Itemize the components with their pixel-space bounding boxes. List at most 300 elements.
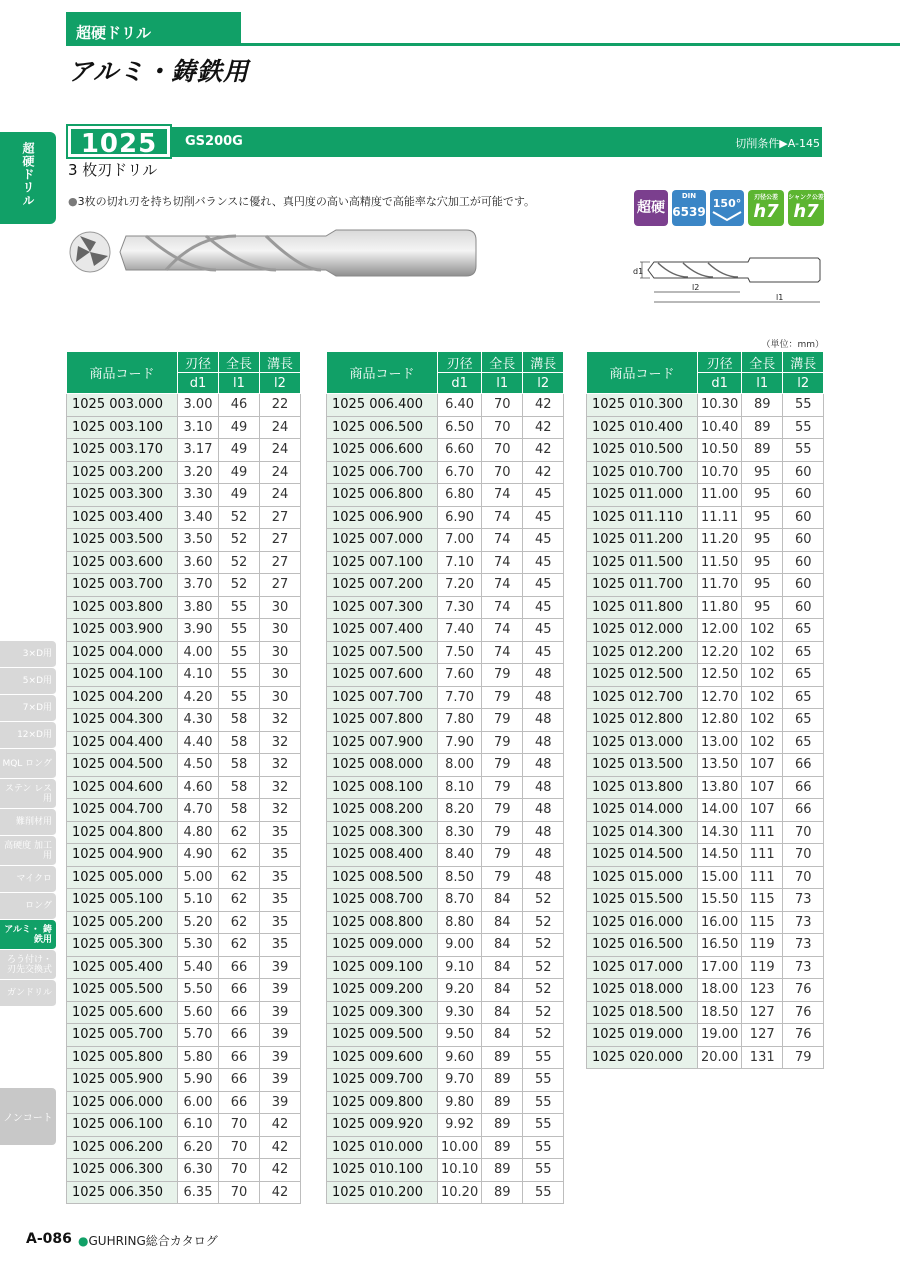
value-cell: 73 [783,911,824,934]
value-cell: 107 [742,799,783,822]
side-nav-item[interactable]: MQL ロング [0,749,56,779]
value-cell: 76 [783,1024,824,1047]
col-header-diameter: 刃径 [178,352,219,373]
table-row [67,574,301,597]
table-row [587,484,824,507]
value-cell: 5.20 [178,911,219,934]
value-cell: 84 [482,956,523,979]
value-cell: 11.00 [698,484,742,507]
value-cell: 115 [742,911,783,934]
value-cell: 70 [482,461,523,484]
col-header-overall-length: 全長 [742,352,783,373]
value-cell: 3.70 [178,574,219,597]
value-cell: 119 [742,934,783,957]
value-cell: 76 [783,979,824,1002]
product-code-cell: 1025 011.800 [587,596,698,619]
value-cell: 79 [482,799,523,822]
value-cell: 18.00 [698,979,742,1002]
table-row [327,686,564,709]
table-row [67,1159,301,1182]
value-cell: 55 [523,1159,564,1182]
col-header-code: 商品コード [327,352,438,394]
page-title: アルミ・鋳鉄用 [68,57,250,86]
value-cell: 115 [742,889,783,912]
value-cell: 84 [482,979,523,1002]
product-code-cell: 1025 011.200 [587,529,698,552]
value-cell: 3.00 [178,394,219,417]
col-header-overall-length: 全長 [219,352,260,373]
cutting-condition-link[interactable]: 切削条件▶A-145 [735,137,820,150]
value-cell: 7.20 [438,574,482,597]
value-cell: 73 [783,889,824,912]
product-code-cell: 1025 012.500 [587,664,698,687]
product-code-cell: 1025 006.400 [327,394,438,417]
value-cell: 39 [260,1046,301,1069]
table-row [327,1159,564,1182]
value-cell: 52 [219,506,260,529]
value-cell: 76 [783,1001,824,1024]
value-cell: 60 [783,484,824,507]
product-code-cell: 1025 003.800 [67,596,178,619]
product-code-cell: 1025 004.600 [67,776,178,799]
product-code-cell: 1025 015.000 [587,866,698,889]
value-cell: 102 [742,731,783,754]
value-cell: 70 [219,1114,260,1137]
product-code-cell: 1025 006.700 [327,461,438,484]
table-row [67,709,301,732]
table-row [327,889,564,912]
side-nav-item[interactable]: ステン レス用 [0,779,56,809]
side-nav-nocoat[interactable]: ノンコート [0,1088,56,1145]
table-row [67,596,301,619]
product-subtitle: 3 枚刃ドリル [68,161,158,179]
side-nav-item[interactable]: マイクロ [0,866,56,893]
side-nav-item[interactable]: アルミ・ 鋳鉄用 [0,920,56,950]
value-cell: 39 [260,1091,301,1114]
side-nav-item[interactable]: 高硬度 加工用 [0,836,56,866]
product-code-cell: 1025 005.400 [67,956,178,979]
value-cell: 52 [523,1024,564,1047]
table-row [327,1046,564,1069]
table-row [67,731,301,754]
value-cell: 15.00 [698,866,742,889]
value-cell: 3.10 [178,416,219,439]
product-code-cell: 1025 008.300 [327,821,438,844]
value-cell: 55 [219,686,260,709]
value-cell: 6.20 [178,1136,219,1159]
table-row [587,889,824,912]
table-row [327,641,564,664]
value-cell: 46 [219,394,260,417]
side-nav-item[interactable]: 7×D用 [0,695,56,722]
value-cell: 55 [523,1091,564,1114]
table-row [327,866,564,889]
value-cell: 4.50 [178,754,219,777]
product-code-cell: 1025 003.000 [67,394,178,417]
product-code-cell: 1025 004.900 [67,844,178,867]
value-cell: 9.20 [438,979,482,1002]
side-category-tab[interactable] [0,132,56,224]
value-cell: 45 [523,596,564,619]
product-code-cell: 1025 003.400 [67,506,178,529]
value-cell: 45 [523,529,564,552]
product-code-cell: 1025 013.800 [587,776,698,799]
product-code-cell: 1025 007.200 [327,574,438,597]
side-nav-item[interactable]: 5×D用 [0,668,56,695]
value-cell: 89 [482,1091,523,1114]
spec-table [66,351,301,1204]
product-code-box [66,124,172,159]
value-cell: 8.80 [438,911,482,934]
value-cell: 42 [260,1114,301,1137]
table-row [587,506,824,529]
table-row [67,686,301,709]
value-cell: 52 [523,934,564,957]
table-row [327,439,564,462]
product-code-cell: 1025 007.300 [327,596,438,619]
product-code-cell: 1025 005.300 [67,934,178,957]
col-header-flute-length: 溝長 [783,352,824,373]
value-cell: 102 [742,686,783,709]
table-row [327,911,564,934]
table-row [327,754,564,777]
product-code-cell: 1025 006.600 [327,439,438,462]
value-cell: 11.70 [698,574,742,597]
table-row [587,664,824,687]
product-code-cell: 1025 005.100 [67,889,178,912]
value-cell: 95 [742,596,783,619]
value-cell: 39 [260,956,301,979]
table-row [587,1001,824,1024]
table-row [587,866,824,889]
value-cell: 16.50 [698,934,742,957]
value-cell: 9.92 [438,1114,482,1137]
value-cell: 62 [219,866,260,889]
side-nav-item[interactable]: ロング [0,893,56,920]
value-cell: 89 [742,394,783,417]
table-row [67,956,301,979]
table-row [67,821,301,844]
value-cell: 60 [783,461,824,484]
product-code-cell: 1025 009.920 [327,1114,438,1137]
table-row [67,394,301,417]
value-cell: 9.30 [438,1001,482,1024]
value-cell: 89 [482,1046,523,1069]
value-cell: 5.50 [178,979,219,1002]
value-cell: 24 [260,461,301,484]
table-row [587,911,824,934]
value-cell: 79 [482,664,523,687]
value-cell: 42 [523,416,564,439]
value-cell: 55 [523,1181,564,1204]
product-code-cell: 1025 006.500 [327,416,438,439]
product-grade: GS200G [185,134,243,149]
value-cell: 11.50 [698,551,742,574]
value-cell: 55 [219,664,260,687]
table-row [587,821,824,844]
table-row [587,844,824,867]
value-cell: 58 [219,799,260,822]
table-row [327,1001,564,1024]
table-row [327,821,564,844]
product-code-cell: 1025 012.200 [587,641,698,664]
product-code-cell: 1025 007.600 [327,664,438,687]
product-code-cell: 1025 007.100 [327,551,438,574]
value-cell: 39 [260,1069,301,1092]
value-cell: 55 [523,1046,564,1069]
table-row [587,574,824,597]
value-cell: 55 [783,394,824,417]
col-header-d1: d1 [438,373,482,394]
value-cell: 7.10 [438,551,482,574]
table-row [67,1181,301,1204]
value-cell: 10.00 [438,1136,482,1159]
value-cell: 89 [482,1159,523,1182]
table-row [327,1114,564,1137]
value-cell: 79 [482,731,523,754]
value-cell: 48 [523,844,564,867]
value-cell: 48 [523,754,564,777]
value-cell: 3.17 [178,439,219,462]
value-cell: 6.70 [438,461,482,484]
product-code-cell: 1025 006.100 [67,1114,178,1137]
footer-text: GUHRING総合カタログ [88,1234,218,1248]
value-cell: 8.50 [438,866,482,889]
value-cell: 70 [219,1136,260,1159]
side-nav-item[interactable]: 12×D用 [0,722,56,749]
product-code-cell: 1025 011.110 [587,506,698,529]
table-row [587,461,824,484]
value-cell: 8.00 [438,754,482,777]
header-rule [66,43,900,46]
value-cell: 58 [219,776,260,799]
product-code-cell: 1025 005.900 [67,1069,178,1092]
product-code-cell: 1025 006.200 [67,1136,178,1159]
product-code-cell: 1025 010.700 [587,461,698,484]
value-cell: 7.80 [438,709,482,732]
product-code-cell: 1025 003.600 [67,551,178,574]
value-cell: 45 [523,619,564,642]
bullet-icon: ● [68,195,78,208]
value-cell: 7.40 [438,619,482,642]
table-row [67,619,301,642]
value-cell: 27 [260,574,301,597]
value-cell: 66 [219,1069,260,1092]
value-cell: 5.00 [178,866,219,889]
value-cell: 66 [783,799,824,822]
value-cell: 6.40 [438,394,482,417]
table-row [587,641,824,664]
value-cell: 6.50 [438,416,482,439]
value-cell: 6.60 [438,439,482,462]
value-cell: 9.50 [438,1024,482,1047]
product-code-cell: 1025 003.500 [67,529,178,552]
product-code-cell: 1025 005.700 [67,1024,178,1047]
value-cell: 48 [523,866,564,889]
table-row [327,529,564,552]
product-code-cell: 1025 005.000 [67,866,178,889]
value-cell: 42 [523,461,564,484]
value-cell: 131 [742,1046,783,1069]
value-cell: 42 [260,1159,301,1182]
value-cell: 14.50 [698,844,742,867]
value-cell: 27 [260,506,301,529]
value-cell: 16.00 [698,911,742,934]
value-cell: 95 [742,551,783,574]
value-cell: 30 [260,619,301,642]
spec-table [586,351,824,1069]
value-cell: 10.10 [438,1159,482,1182]
table-row [67,1001,301,1024]
table-row [327,551,564,574]
value-cell: 30 [260,641,301,664]
table-row [587,934,824,957]
value-cell: 48 [523,709,564,732]
product-code-cell: 1025 010.400 [587,416,698,439]
table-row [67,529,301,552]
edge-tolerance-badge [748,190,784,226]
value-cell: 89 [482,1069,523,1092]
value-cell: 9.00 [438,934,482,957]
value-cell: 79 [482,709,523,732]
col-header-l2: l2 [783,373,824,394]
bullet-icon: ● [78,1234,89,1248]
value-cell: 30 [260,596,301,619]
product-code-cell: 1025 006.350 [67,1181,178,1204]
col-header-l2: l2 [523,373,564,394]
table-row [67,1024,301,1047]
side-nav-item[interactable]: 難削材用 [0,809,56,836]
spec-badges [634,190,824,226]
side-nav-item[interactable]: ろう付け・ 刃先交換式 [0,950,56,980]
product-code-cell: 1025 004.400 [67,731,178,754]
product-code-cell: 1025 004.700 [67,799,178,822]
value-cell: 74 [482,641,523,664]
value-cell: 35 [260,889,301,912]
table-row [327,484,564,507]
value-cell: 14.30 [698,821,742,844]
value-cell: 79 [482,866,523,889]
product-code-cell: 1025 011.700 [587,574,698,597]
value-cell: 66 [219,979,260,1002]
product-code-cell: 1025 012.000 [587,619,698,642]
side-nav-item[interactable]: 3×D用 [0,641,56,668]
table-row [67,776,301,799]
value-cell: 55 [219,596,260,619]
value-cell: 32 [260,799,301,822]
value-cell: 7.60 [438,664,482,687]
col-header-l1: l1 [482,373,523,394]
value-cell: 4.90 [178,844,219,867]
value-cell: 95 [742,574,783,597]
table-row [587,1024,824,1047]
value-cell: 39 [260,1024,301,1047]
table-row [327,461,564,484]
value-cell: 42 [523,394,564,417]
col-header-l2: l2 [260,373,301,394]
side-nav-item[interactable]: ガンドリル [0,980,56,1007]
value-cell: 6.30 [178,1159,219,1182]
product-code-cell: 1025 004.800 [67,821,178,844]
value-cell: 127 [742,1001,783,1024]
din-badge [672,190,706,226]
value-cell: 70 [219,1181,260,1204]
spec-table [326,351,564,1204]
value-cell: 15.50 [698,889,742,912]
value-cell: 24 [260,416,301,439]
table-row [67,844,301,867]
value-cell: 24 [260,439,301,462]
product-code-cell: 1025 004.100 [67,664,178,687]
value-cell: 45 [523,551,564,574]
table-row [67,889,301,912]
value-cell: 39 [260,979,301,1002]
value-cell: 3.20 [178,461,219,484]
product-code-cell: 1025 008.400 [327,844,438,867]
value-cell: 95 [742,529,783,552]
value-cell: 84 [482,889,523,912]
shank-tolerance-badge [788,190,824,226]
carbide-badge: 超硬 [634,190,668,226]
value-cell: 12.00 [698,619,742,642]
value-cell: 70 [783,821,824,844]
value-cell: 55 [523,1114,564,1137]
table-row [587,776,824,799]
value-cell: 6.90 [438,506,482,529]
table-row [587,596,824,619]
value-cell: 4.80 [178,821,219,844]
value-cell: 8.10 [438,776,482,799]
value-cell: 62 [219,889,260,912]
value-cell: 8.20 [438,799,482,822]
value-cell: 32 [260,754,301,777]
table-row [67,641,301,664]
value-cell: 5.30 [178,934,219,957]
product-code-cell: 1025 009.100 [327,956,438,979]
value-cell: 35 [260,844,301,867]
value-cell: 3.40 [178,506,219,529]
value-cell: 12.70 [698,686,742,709]
product-code-cell: 1025 018.500 [587,1001,698,1024]
value-cell: 4.20 [178,686,219,709]
value-cell: 45 [523,641,564,664]
value-cell: 45 [523,574,564,597]
value-cell: 127 [742,1024,783,1047]
product-code-cell: 1025 003.700 [67,574,178,597]
value-cell: 7.30 [438,596,482,619]
value-cell: 102 [742,709,783,732]
value-cell: 62 [219,934,260,957]
value-cell: 74 [482,484,523,507]
value-cell: 107 [742,754,783,777]
table-row [327,596,564,619]
product-code-cell: 1025 007.900 [327,731,438,754]
product-code-cell: 1025 003.200 [67,461,178,484]
value-cell: 9.60 [438,1046,482,1069]
value-cell: 58 [219,754,260,777]
value-cell: 55 [219,641,260,664]
product-code-cell: 1025 005.600 [67,1001,178,1024]
value-cell: 10.50 [698,439,742,462]
table-row [327,731,564,754]
col-header-code: 商品コード [67,352,178,394]
value-cell: 62 [219,821,260,844]
value-cell: 60 [783,529,824,552]
product-code-cell: 1025 003.100 [67,416,178,439]
value-cell: 35 [260,911,301,934]
value-cell: 49 [219,439,260,462]
side-nav [0,641,56,1007]
